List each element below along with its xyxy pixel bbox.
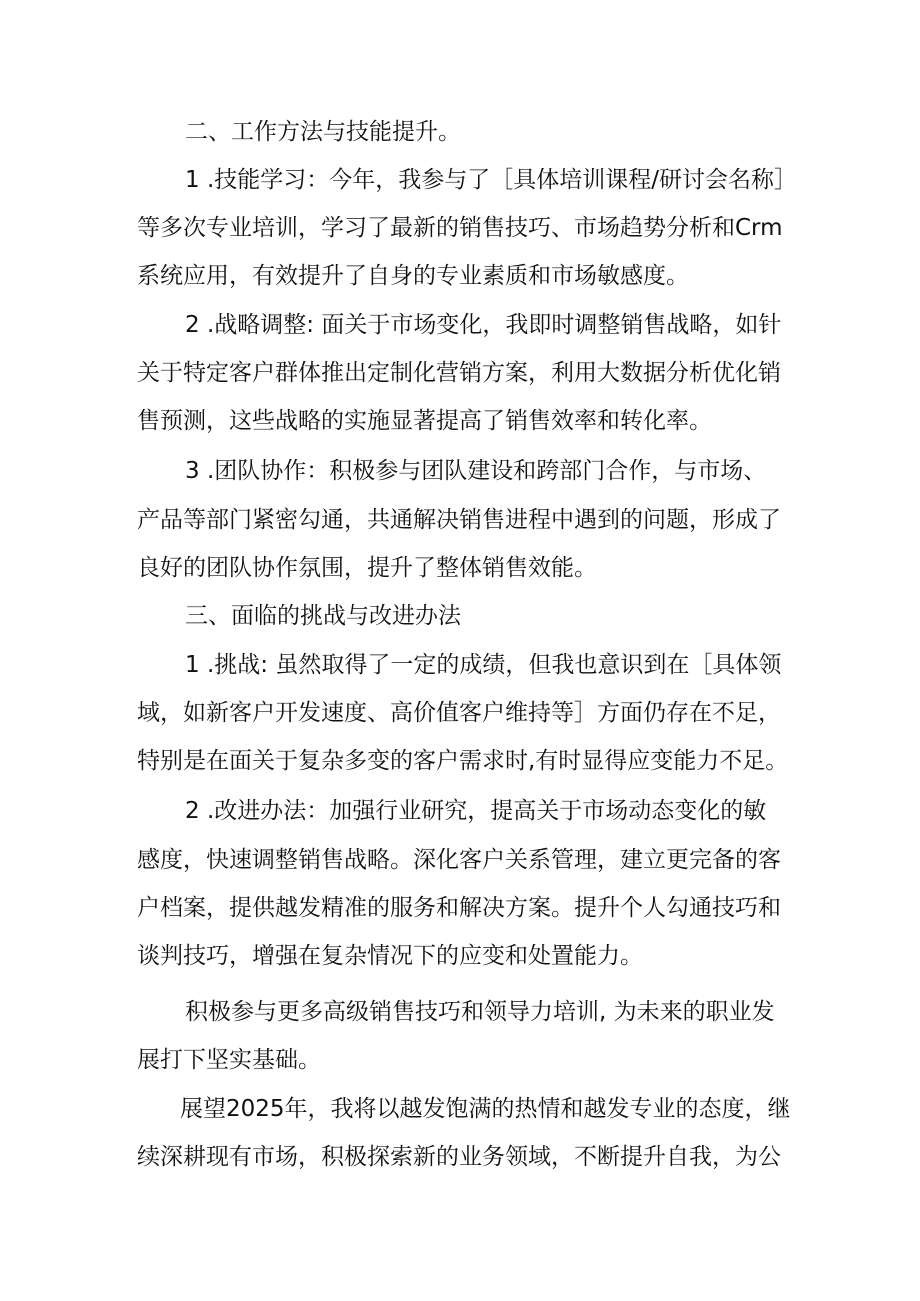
paragraph-line: 系统应用，有效提升了自身的专业素质和市场敏感度。 — [137, 263, 689, 289]
paragraph-line: 产品等部门紧密勾通，共通解决销售进程中遇到的问题，形成了 — [137, 507, 781, 533]
paragraph-line: 户档案，提供越发精准的服务和解决方案。提升个人勾通技巧和 — [137, 895, 781, 921]
paragraph-line: 售预测，这些战略的实施显著提高了销售效率和转化率。 — [137, 408, 712, 434]
paragraph-line: 域，如新客户开发速度、高价值客户维持等］方面仍存在不足， — [137, 700, 781, 726]
paragraph-skill-learning: 1 .技能学习：今年，我参与了［具体培训课程/研讨会名称］ — [185, 167, 798, 193]
paragraph-line: 特别是在面关于复杂多变的客户需求时,有时显得应变能力不足。 — [137, 748, 789, 774]
paragraph-line: 良好的团队协作氛围，提升了整体销售效能。 — [137, 555, 597, 581]
paragraph-teamwork: 3 .团队协作：积极参与团队建设和跨部门合作，与市场、 — [185, 458, 767, 484]
paragraph-line: 谈判技巧，增强在复杂情况下的应变和处置能力。 — [137, 943, 643, 969]
paragraph-outlook: 展望2025年，我将以越发饱满的热情和越发专业的态度，继 — [180, 1096, 791, 1122]
paragraph-line: 展打下坚实基础。 — [137, 1047, 321, 1073]
paragraph-training: 积极参与更多高级销售技巧和领导力培训, 为未来的职业发 — [185, 999, 775, 1025]
paragraph-strategy: 2 .战略调整: 面关于市场变化，我即时调整销售战略，如针 — [185, 312, 782, 338]
paragraph-improvement: 2 .改进办法：加强行业研究，提高关于市场动态变化的敏 — [185, 798, 767, 824]
paragraph-line: 关于特定客户群体推出定制化营销方案，利用大数据分析优化销 — [137, 360, 781, 386]
section-heading-methods: 二、工作方法与技能提升。 — [185, 119, 461, 145]
paragraph-line: 续深耕现有市场，积极探索新的业务领域，不断提升自我，为公 — [137, 1144, 781, 1170]
paragraph-line: 等多次专业培训，学习了最新的销售技巧、市场趋势分析和Crm — [137, 215, 783, 241]
paragraph-challenge: 1 .挑战: 虽然取得了一定的成绩，但我也意识到在［具体领 — [185, 652, 782, 678]
section-heading-challenges: 三、面临的挑战与改进办法 — [185, 603, 461, 629]
paragraph-line: 感度，快速调整销售战略。深化客户关系管理，建立更完备的客 — [137, 847, 781, 873]
